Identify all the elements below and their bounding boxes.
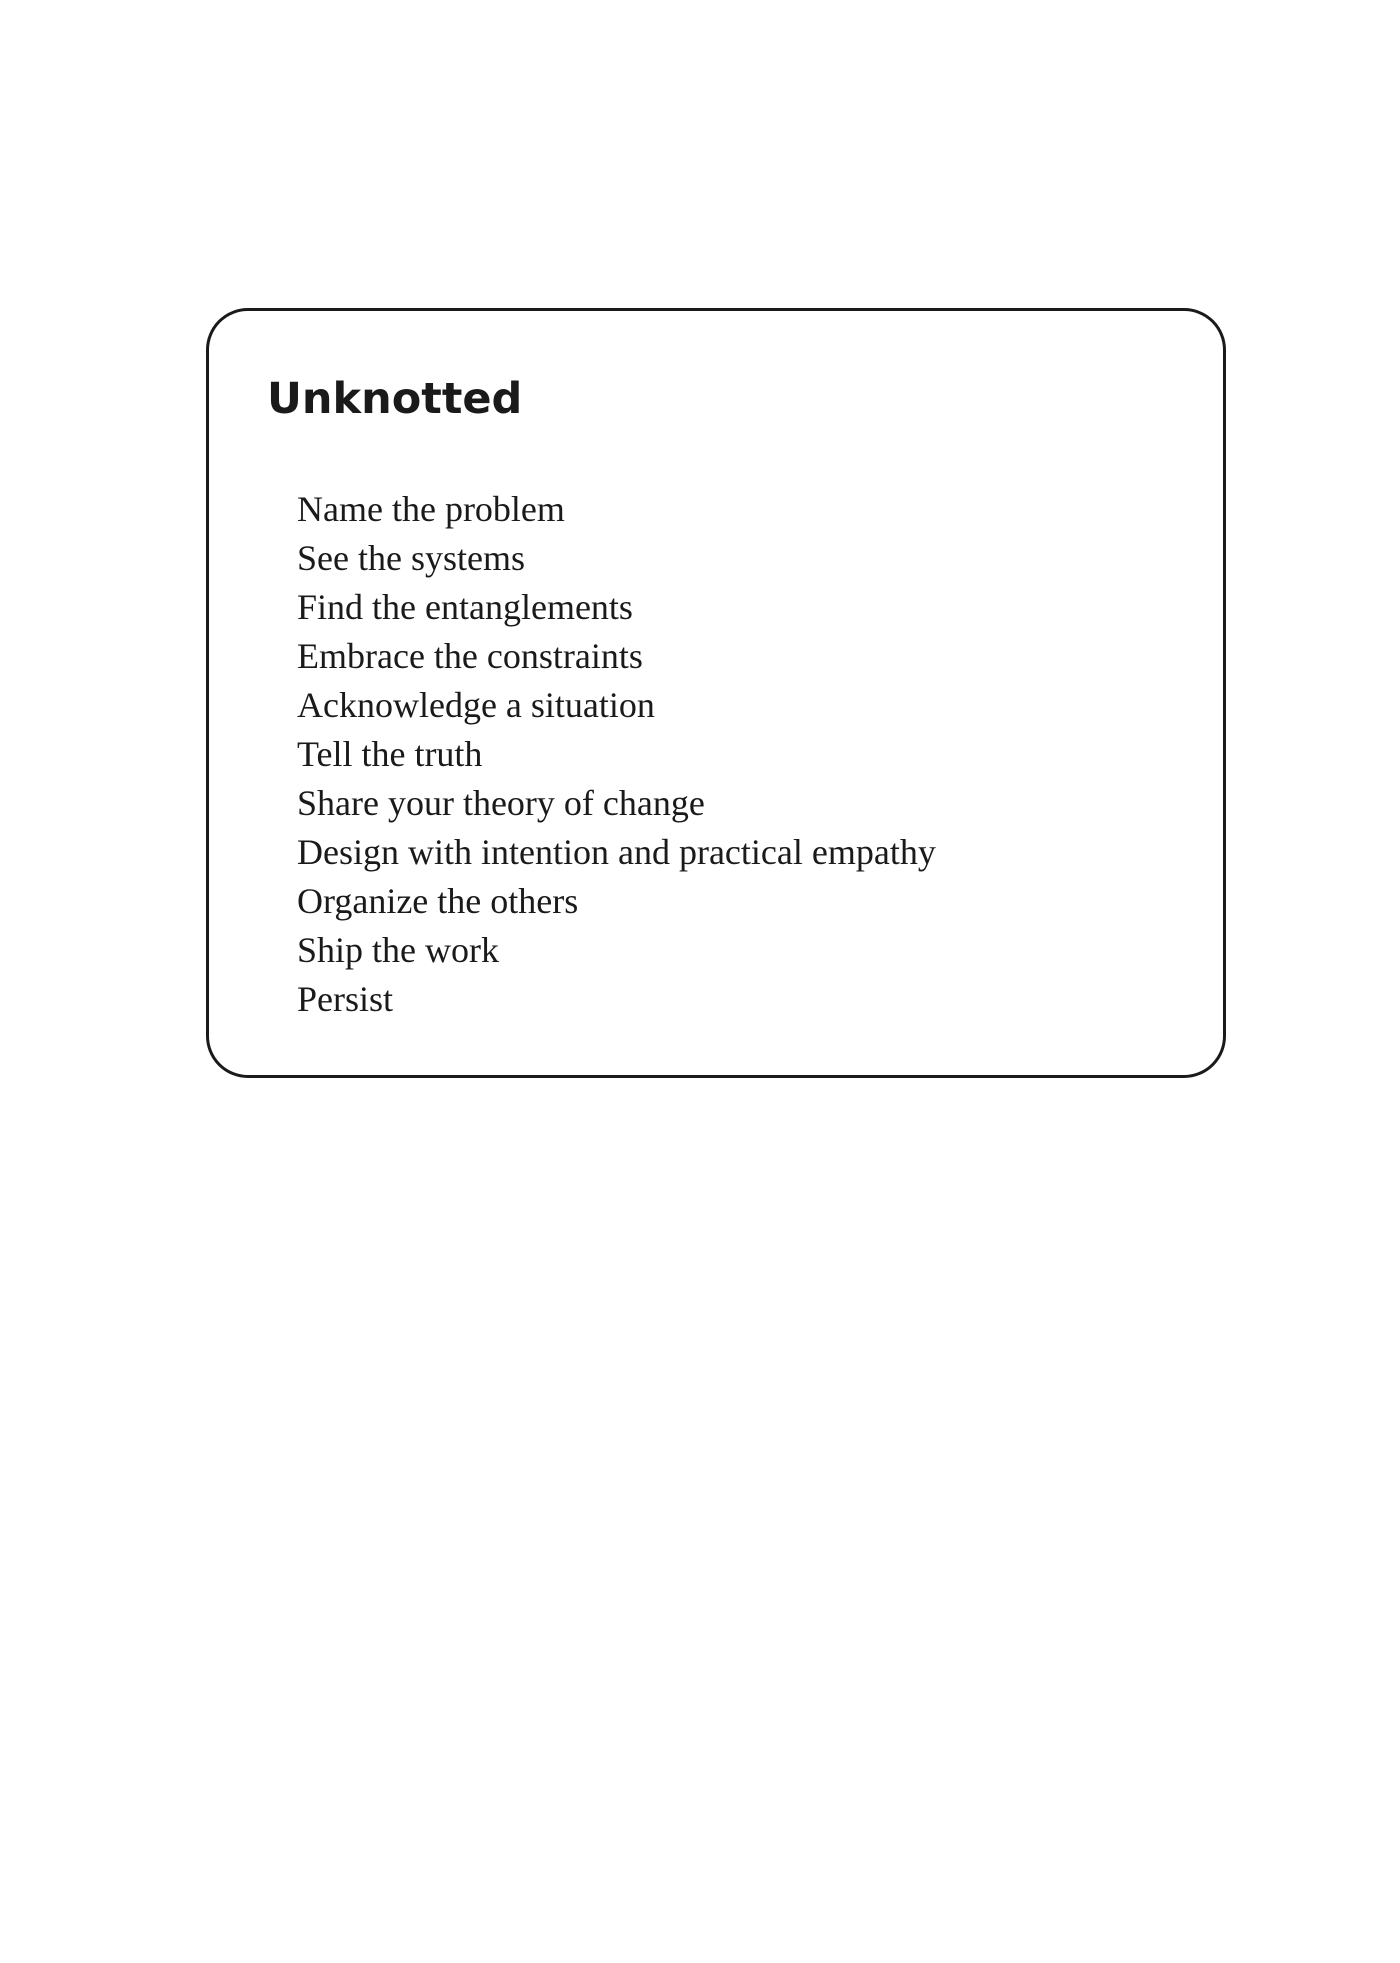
list-item: Acknowledge a situation xyxy=(297,685,655,725)
list-item: Organize the others xyxy=(297,881,579,921)
list-item: Persist xyxy=(297,979,394,1019)
card-title: Unknotted xyxy=(267,374,523,424)
list-item: Ship the work xyxy=(297,930,499,970)
list-item: Name the problem xyxy=(297,489,565,529)
list-item: Find the entanglements xyxy=(297,587,633,627)
list-item: Share your theory of change xyxy=(297,783,705,823)
list-item: Design with intention and practical empathy xyxy=(297,832,936,872)
unknotted-card xyxy=(206,308,1226,1078)
principles-list xyxy=(297,485,936,1024)
list-item: See the systems xyxy=(297,538,525,578)
list-item: Embrace the constraints xyxy=(297,636,643,676)
list-item: Tell the truth xyxy=(297,734,483,774)
